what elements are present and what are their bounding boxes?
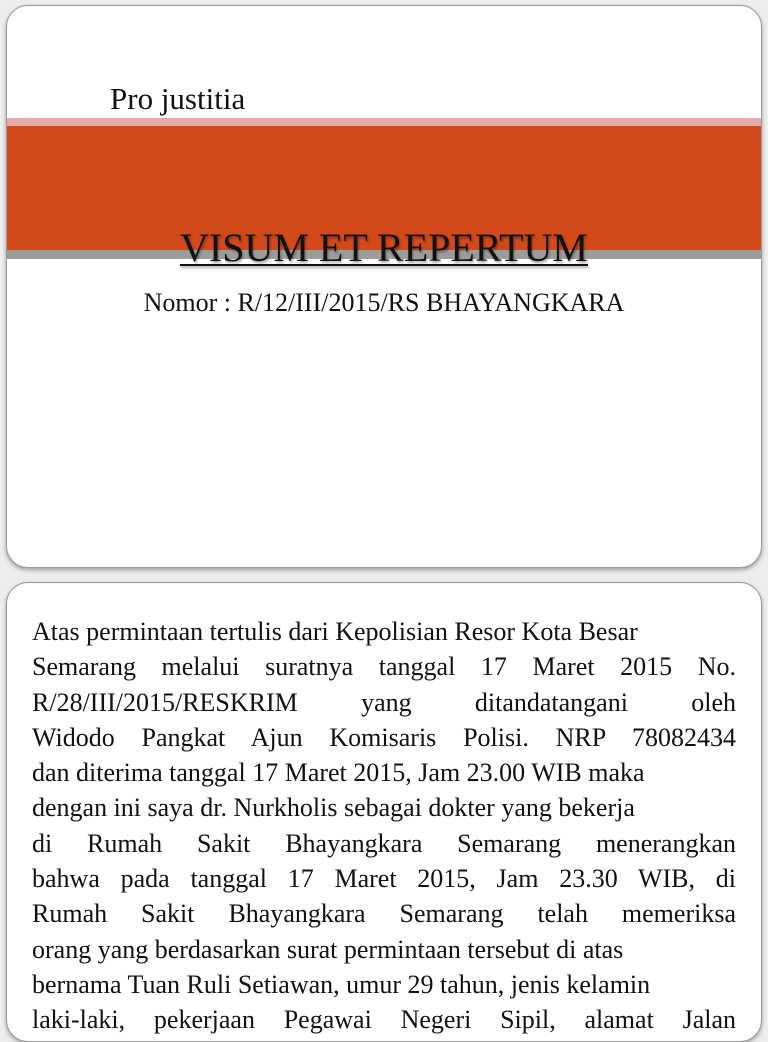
paragraph-line: Atas permintaan tertulis dari Kepolisian Resor Kota Besar [32, 617, 638, 646]
document-title: VISUM ET REPERTUM [179, 225, 588, 270]
paragraph-line: di Rumah Sakit Bhayangkara Semarang menerangkan [32, 828, 736, 858]
paragraph-line: dengan ini saya dr. Nurkholis sebagai dokter yang bekerja [32, 793, 635, 823]
paragraph-line: R/28/III/2015/RESKRIM yang ditandatangani oleh [32, 687, 736, 717]
body-paragraph [32, 614, 736, 1038]
paragraph-line: orang yang berdasarkan surat permintaan tersebut di atas [32, 934, 624, 964]
pro-justitia-label: Pro justitia [110, 81, 246, 116]
paragraph-line: laki-laki, pekerjaan Pegawai Negeri Sipil, alamat Jalan [32, 1005, 736, 1035]
slide-1 [6, 5, 762, 568]
paragraph-line: dan diterima tanggal 17 Maret 2015, Jam 23.00 WIB maka [32, 758, 645, 788]
paragraph-line: Rumah Sakit Bhayangkara Semarang telah memeriksa [32, 899, 736, 929]
paragraph-line: Widodo Pangkat Ajun Komisaris Polisi. NRP 78082434 [32, 722, 736, 752]
paragraph-line: bernama Tuan Ruli Setiawan, umur 29 tahun, jenis kelamin [32, 969, 651, 999]
document-number: Nomor : R/12/III/2015/RS BHAYANGKARA [143, 288, 625, 317]
paragraph-line: Semarang melalui suratnya tanggal 17 Maret 2015 No. [32, 652, 736, 682]
slide-2 [6, 582, 762, 1042]
accent-line [7, 118, 761, 126]
paragraph-line: bahwa pada tanggal 17 Maret 2015, Jam 23.30 WIB, di [32, 864, 736, 894]
